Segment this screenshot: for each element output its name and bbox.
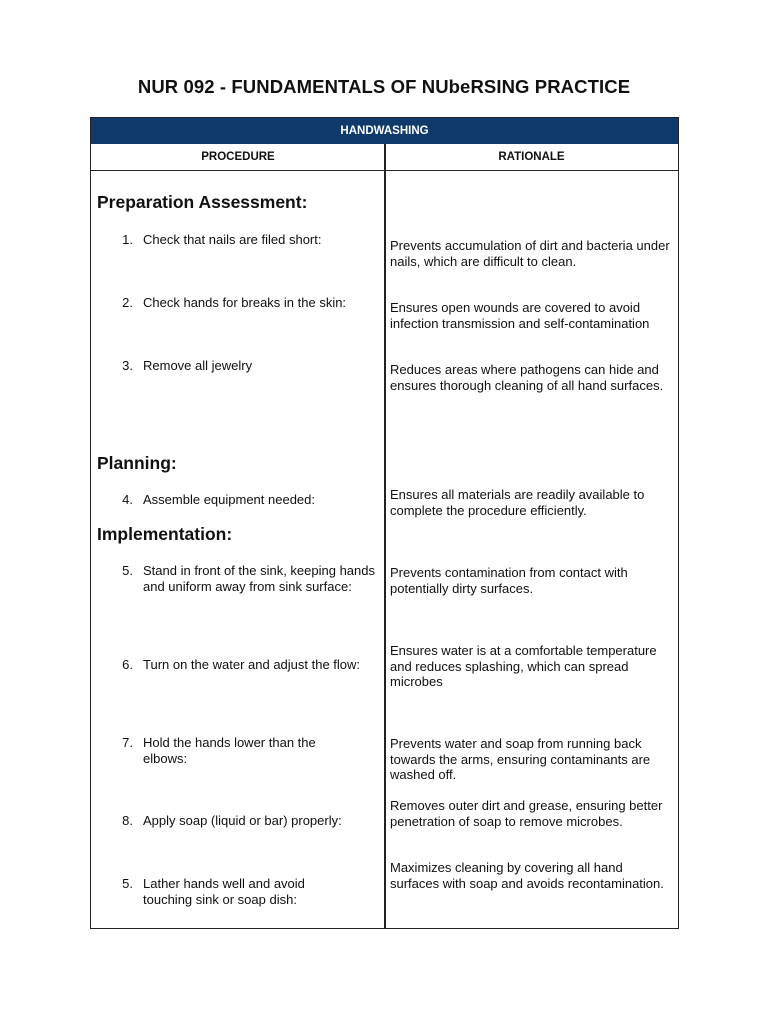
step-number: 2. [122, 295, 133, 310]
step-rationale: Ensures open wounds are covered to avoid infection transmission and self-contamination [390, 300, 650, 331]
step-procedure: Lather hands well and avoid touching sink or soap dish: [143, 876, 305, 907]
step-rationale: Reduces areas where pathogens can hide and ensures thorough cleaning of all hand surfaces. [390, 362, 664, 393]
step-number: 7. [122, 735, 133, 750]
step-procedure: Remove all jewelry [143, 358, 253, 373]
step-procedure: Check hands for breaks in the skin: [143, 295, 347, 310]
column-header-procedure: PROCEDURE [91, 144, 385, 171]
step-procedure: Assemble equipment needed: [143, 492, 316, 507]
step-number: 4. [122, 492, 133, 507]
step-number: 5. [122, 563, 133, 578]
column-divider [384, 144, 386, 929]
step-rationale: Prevents water and soap from running back towards the arms, ensuring contaminants are washed off. [390, 736, 651, 782]
step-number: 8. [122, 813, 133, 828]
handwashing-table [90, 117, 679, 929]
step-procedure: Hold the hands lower than the elbows: [143, 735, 316, 766]
step-rationale: Maximizes cleaning by covering all hand surfaces with soap and avoids recontamination. [390, 860, 664, 891]
step-rationale: Removes outer dirt and grease, ensuring better penetration of soap to remove microbes. [390, 798, 663, 829]
section-heading-planning: Planning: [97, 453, 177, 473]
step-rationale: Prevents accumulation of dirt and bacteria under nails, which are difficult to clean. [390, 238, 670, 269]
step-number: 3. [122, 358, 133, 373]
step-procedure: Stand in front of the sink, keeping hands and uniform away from sink surface: [143, 563, 375, 594]
section-heading-preparation: Preparation Assessment: [97, 192, 308, 212]
document-title: NUR 092 - FUNDAMENTALS OF NUbeRSING PRACTICE [137, 76, 631, 97]
column-header-rationale: RATIONALE [385, 144, 678, 171]
table-header: HANDWASHING [91, 118, 678, 144]
step-procedure: Check that nails are filed short: [143, 232, 322, 247]
step-rationale: Ensures all materials are readily available to complete the procedure efficiently. [390, 487, 645, 518]
section-heading-implementation: Implementation: [97, 524, 233, 544]
step-procedure: Apply soap (liquid or bar) properly: [143, 813, 342, 828]
step-rationale: Prevents contamination from contact with potentially dirty surfaces. [390, 565, 628, 596]
step-number: 6. [122, 657, 133, 672]
step-procedure: Turn on the water and adjust the flow: [143, 657, 361, 672]
step-rationale: Ensures water is at a comfortable temperature and reduces splashing, which can spread microbes [390, 643, 657, 689]
step-number: 5. [122, 876, 133, 891]
step-number: 1. [122, 232, 133, 247]
